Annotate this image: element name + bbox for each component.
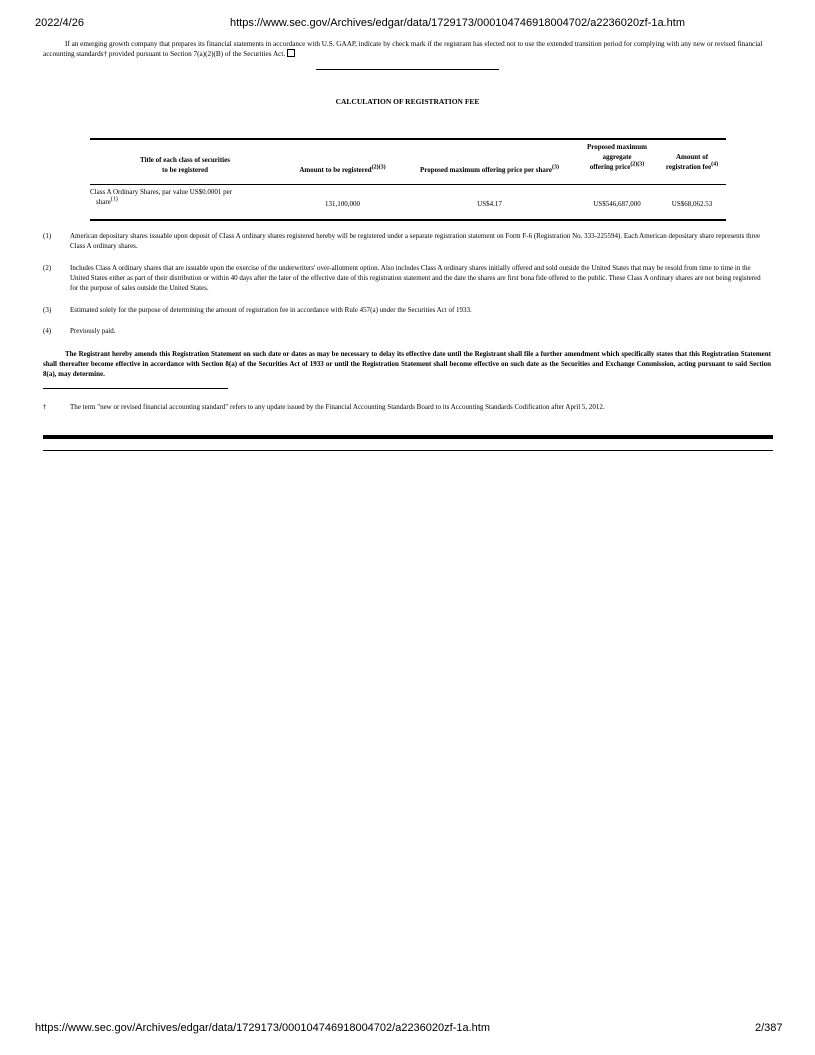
- row-registration-fee: US$68,062.53: [671, 200, 713, 208]
- header-aggregate-price: [577, 142, 657, 172]
- divider-footnote: [43, 388, 228, 389]
- footnote-text: Estimated solely for the purpose of determining the amount of registration fee in accordance with Rule 457(a) under the Securities Act of 1933.: [70, 306, 472, 314]
- header-title-line1: Title of each class of securities: [140, 156, 230, 164]
- emerging-growth-text: If an emerging growth company that prepares its financial statements in accordance with U.S. GAAP, indicate by check mark if the registrant has elected not to use the extended transition period for complying with any new or revised financial accounting standards† provided pursuant to Section 7(a)(2)(B) of the Securities Act.: [43, 40, 763, 58]
- page-counter: 2/387: [755, 1022, 783, 1034]
- table-row: [90, 185, 726, 219]
- footnote-number: (4): [43, 327, 52, 335]
- delaying-amendment-paragraph: The Registrant hereby amends this Registration Statement on such date or dates as may be necessary to delay its effective date until the Registrant shall file a further amendment which specifically states that this Registration Statement shall thereafter become effective in accordance with Section 8(a) of the Securities Act of 1933 or until the Registration Statement shall become effective on such date as the Securities and Exchange Commission, acting pursuant to said Section 8(a), may determine.: [43, 350, 771, 378]
- divider-short: [316, 69, 499, 70]
- fee-table-title: CALCULATION OF REGISTRATION FEE: [335, 97, 480, 106]
- footnote-text: Includes Class A ordinary shares that are issuable upon the exercise of the underwriters' over-allotment option. Also includes Class A ordinary shares initially offered and sold outside the United States that may be resold from time to time in the United States either as part of their distribution or within 40 days after the later of the effective date of this registration statement and the date the shares are first bona fide offered to the public. These Class A ordinary shares are not being registered for the purpose of sales outside the United States.: [70, 264, 761, 292]
- header-aggregate-line1: Proposed maximum: [587, 143, 647, 151]
- header-max-price-per-share: [402, 165, 577, 175]
- row-price-per-share: US$4.17: [477, 200, 502, 208]
- footnote-number: (2): [43, 264, 52, 272]
- print-url-header: https://www.sec.gov/Archives/edgar/data/1729173/000104746918004702/a2236020zf-1a.htm: [230, 17, 685, 29]
- row-aggregate-price: US$546,687,000: [593, 200, 641, 208]
- page-break-thin-rule: [43, 450, 773, 451]
- registration-fee-table: [90, 138, 726, 221]
- footnote-number: (1): [43, 232, 52, 240]
- dagger-symbol: †: [43, 403, 47, 411]
- row-title-line2: share$^{(1)}$: [96, 196, 118, 206]
- dagger-footnote-text: The term "new or revised financial accounting standard" refers to any update issued by the Financial Accounting Standards Board to its Accounting Standards Codification after April 5, 2012.: [70, 403, 605, 411]
- header-price-label: Proposed maximum offering price per share: [419, 166, 552, 174]
- row-title-of-class: [90, 187, 270, 207]
- header-amount-registered: [285, 165, 400, 175]
- header-registration-fee: [658, 152, 726, 172]
- header-fee-line2: registration fee$^{(4)}$: [665, 161, 719, 171]
- page-break-thick-rule: [43, 435, 773, 439]
- table-header-row: [90, 140, 726, 185]
- print-date: 2022/4/26: [35, 17, 84, 29]
- print-url-footer: https://www.sec.gov/Archives/edgar/data/1729173/000104746918004702/a2236020zf-1a.htm: [35, 1022, 490, 1034]
- header-fee-line1: Amount of: [675, 153, 709, 161]
- footnote-text: American depositary shares issuable upon deposit of Class A ordinary shares registered hereby will be registered under a separate registration statement on Form F-6 (Registration No. 333-225594). Each American depositary share represents three Class A ordinary shares.: [70, 232, 761, 250]
- footnote-number: (3): [43, 306, 52, 314]
- header-aggregate-line3: offering price$^{(2)(3)}$: [589, 161, 645, 171]
- header-amount-sup: (2)(3): [371, 164, 386, 171]
- footnote-text: Previously paid.: [70, 327, 116, 335]
- header-title-line2: to be registered: [161, 166, 208, 174]
- header-amount-label: Amount to be registered: [299, 166, 372, 174]
- header-aggregate-line2: aggregate: [602, 153, 632, 161]
- checkbox-icon[interactable]: [287, 49, 295, 57]
- header-title-of-class: [110, 155, 260, 175]
- header-price-sup: (3): [552, 164, 559, 171]
- row-amount: 131,100,000: [325, 200, 360, 208]
- row-title-line1: Class A Ordinary Shares, par value US$0.0001 per: [90, 188, 233, 196]
- emerging-growth-paragraph: [43, 39, 773, 59]
